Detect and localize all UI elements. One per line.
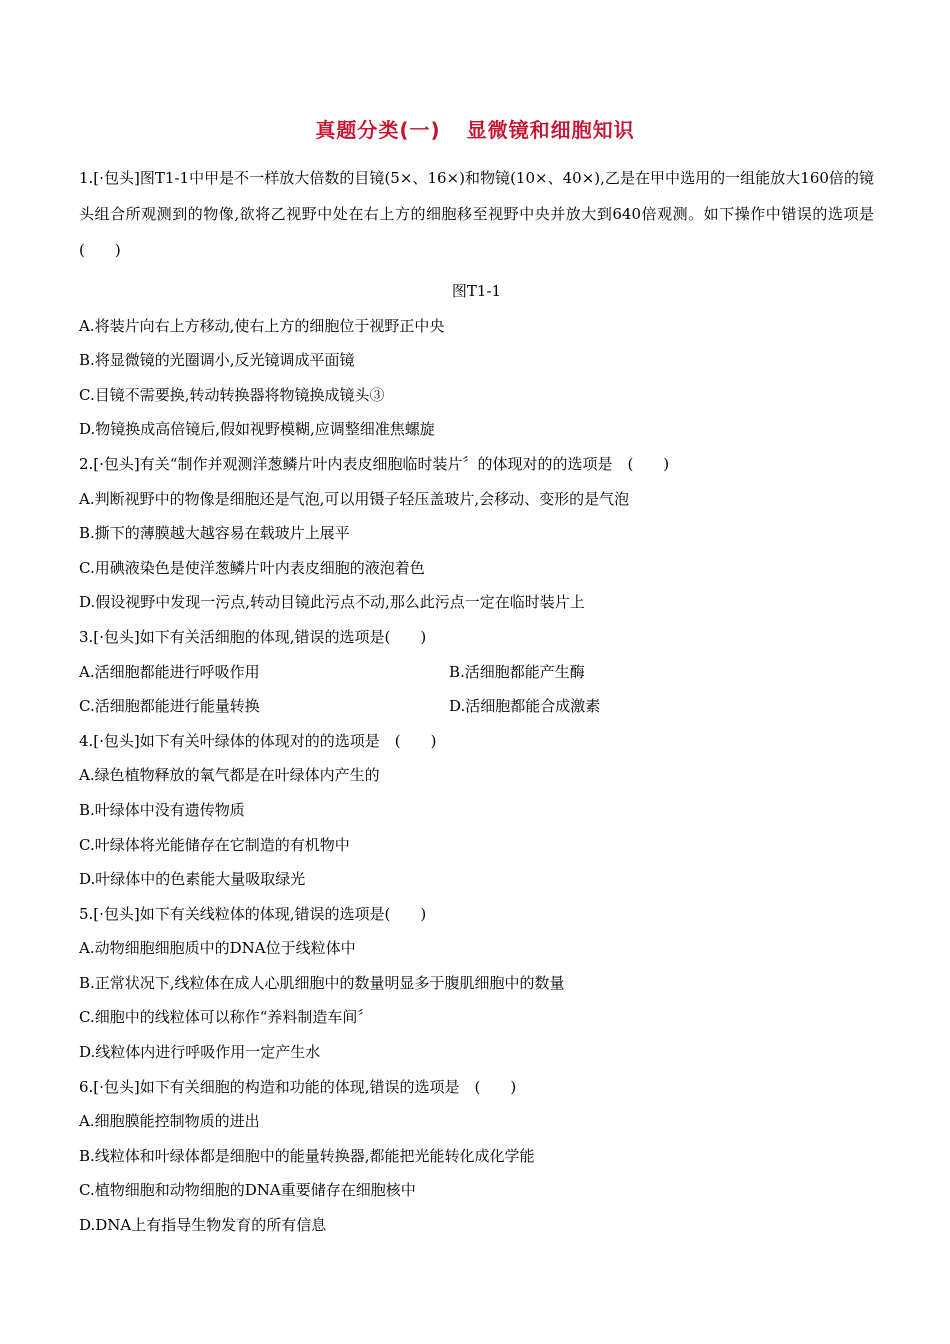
question-3-option-d: D.活细胞都能合成激素 xyxy=(449,697,601,716)
question-1-option-c: C.目镜不需要换,转动转换器将物镜换成镜头③ xyxy=(79,385,385,404)
question-3-option-b: B.活细胞都能产生酶 xyxy=(449,662,585,681)
question-2-option-c: C.用碘液染色是使洋葱鳞片叶内表皮细胞的液泡着色 xyxy=(79,558,425,577)
question-4-option-b: B.叶绿体中没有遗传物质 xyxy=(79,800,245,819)
question-6-option-d: D.DNA上有指导生物发育的所有信息 xyxy=(79,1216,327,1235)
question-list xyxy=(79,160,874,1243)
page-title xyxy=(0,114,950,143)
question-2-option-d: D.假设视野中发现一污点,转动目镜此污点不动,那么此污点一定在临时装片上 xyxy=(79,593,585,612)
question-2-option-a: A.判断视野中的物像是细胞还是气泡,可以用镊子轻压盖玻片,会移动、变形的是气泡 xyxy=(79,489,630,508)
question-2-stem: 2.[·包头]有关“制作并观测洋葱鳞片叶内表皮细胞临时装片〞的体现对的的选项是 ( ) xyxy=(79,454,670,473)
question-5-option-b: B.正常状况下,线粒体在成人心肌细胞中的数量明显多于腹肌细胞中的数量 xyxy=(79,973,565,992)
question-3-option-a: A.活细胞都能进行呼吸作用 xyxy=(79,662,260,681)
question-3-stem: 3.[·包头]如下有关活细胞的体现,错误的选项是( ) xyxy=(79,627,427,646)
question-5-option-a: A.动物细胞细胞质中的DNA位于线粒体中 xyxy=(79,939,356,958)
question-5-stem: 5.[·包头]如下有关线粒体的体现,错误的选项是( ) xyxy=(79,904,427,923)
question-3-option-c: C.活细胞都能进行能量转换 xyxy=(79,697,260,716)
question-5-option-d: D.线粒体内进行呼吸作用一定产生水 xyxy=(79,1043,321,1062)
title-part-1: 真题分类(一) xyxy=(315,118,441,142)
title-part-2: 显微镜和细胞知识 xyxy=(466,118,635,142)
question-1 xyxy=(79,160,874,268)
question-1-option-a: A.将装片向右上方移动,使右上方的细胞位于视野正中央 xyxy=(79,316,445,335)
question-4-stem: 4.[·包头]如下有关叶绿体的体现对的的选项是 ( ) xyxy=(79,731,437,750)
question-2-option-b: B.撕下的薄膜越大越容易在载玻片上展平 xyxy=(79,524,350,543)
question-4-option-d: D.叶绿体中的色素能大量吸取绿光 xyxy=(79,870,306,889)
question-4-option-a: A.绿色植物释放的氧气都是在叶绿体内产生的 xyxy=(79,766,380,785)
question-3-options-row-2 xyxy=(79,689,874,724)
question-3-options-row-1 xyxy=(79,655,874,690)
question-5-option-c: C.细胞中的线粒体可以称作“养料制造车间〞 xyxy=(79,1008,373,1027)
question-1-stem: 1.[·包头]图T1-1中甲是不一样放大倍数的目镜(5×、16×)和物镜(10×、40×),乙是在甲中选用的一组能放大160倍的镜头组合所观测到的物像,欲将乙视野中处在右上方的细胞移至视野中央并放大到640倍观测。如下操作中错误的选项是( ) xyxy=(79,169,874,259)
question-1-option-b: B.将显微镜的光圈调小,反光镜调成平面镜 xyxy=(79,351,355,370)
question-6-stem: 6.[·包头]如下有关细胞的构造和功能的体现,错误的选项是 ( ) xyxy=(79,1077,517,1096)
question-6-option-c: C.植物细胞和动物细胞的DNA重要储存在细胞核中 xyxy=(79,1181,416,1200)
question-6-option-a: A.细胞膜能控制物质的进出 xyxy=(79,1112,260,1131)
figure-caption: 图T1-1 xyxy=(451,282,502,300)
question-1-option-d: D.物镜换成高倍镜后,假如视野模糊,应调整细准焦螺旋 xyxy=(79,420,435,439)
question-6-option-b: B.线粒体和叶绿体都是细胞中的能量转换器,都能把光能转化成化学能 xyxy=(79,1146,535,1165)
question-4-option-c: C.叶绿体将光能储存在它制造的有机物中 xyxy=(79,835,350,854)
